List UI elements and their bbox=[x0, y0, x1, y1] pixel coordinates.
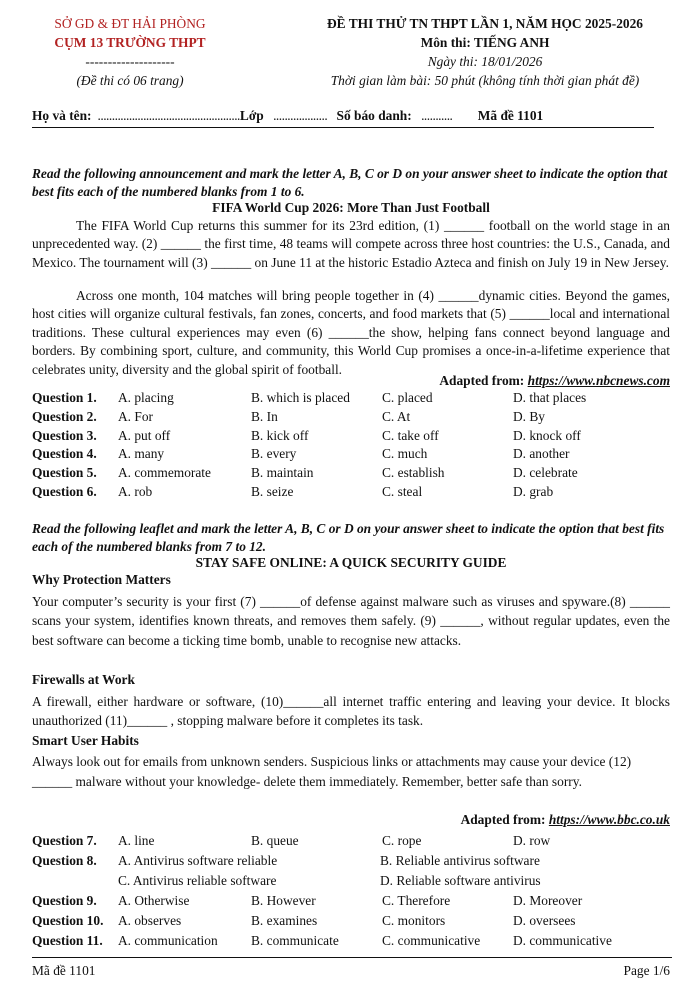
question-row-continued bbox=[32, 873, 672, 892]
option-a[interactable]: A. observes bbox=[118, 913, 182, 928]
option-a[interactable]: A. Antivirus software reliable bbox=[118, 853, 278, 868]
section1-paragraph-2: Across one month, 104 matches will bring people together in (4) ______dynamic cities. Beyond the games, host cities will organize cultural festivals, fan zones, concerts, and food markets that (5) ______local and international traditions. These cultural experiences may even (6) ______the show, helping fans connect beyond language and borders. By combining sport, culture, and community, this World Cup promises a once-in-a-lifetime experience that celebrates unity, diversity and the global spirit of football. bbox=[32, 288, 670, 377]
section2-source bbox=[461, 812, 670, 828]
footer-exam-code: Mã đề 1101 bbox=[32, 963, 96, 978]
question-label: Question 9. bbox=[32, 893, 97, 908]
cluster-name: CỤM 13 TRƯỜNG THPT bbox=[54, 35, 206, 50]
exam-duration: Thời gian làm bài: 50 phút (không tính thời gian phát đề) bbox=[330, 73, 640, 88]
section2-instruction: Read the following leaflet and mark the letter A, B, C or D on your answer sheet to indicate the option that best fits each of the numbered blanks from 7 to 12. bbox=[32, 521, 665, 554]
header-left bbox=[30, 14, 230, 90]
footer-page-number: Page 1/6 bbox=[623, 963, 670, 978]
option-a[interactable]: A. communication bbox=[118, 933, 218, 948]
option-a[interactable]: A. rob bbox=[118, 484, 153, 499]
question-label: Question 10. bbox=[32, 913, 104, 928]
exam-date: Ngày thi: 18/01/2026 bbox=[427, 54, 543, 69]
option-d[interactable]: D. that places bbox=[513, 390, 587, 405]
exam-subject: Môn thi: TIẾNG ANH bbox=[420, 35, 550, 50]
question-row bbox=[32, 446, 672, 465]
exam-code: Mã đề 1101 bbox=[477, 108, 544, 123]
question-label: Question 6. bbox=[32, 484, 97, 499]
sbd-dots[interactable]: ........... bbox=[421, 108, 453, 123]
source-link[interactable]: https://www.bbc.co.uk bbox=[548, 812, 670, 827]
section2-heading-habits: Smart User Habits bbox=[32, 733, 139, 748]
option-d[interactable]: D. another bbox=[513, 446, 570, 462]
candidate-info-line bbox=[32, 108, 657, 124]
section1-title: FIFA World Cup 2026: More Than Just Football bbox=[212, 200, 490, 215]
option-b[interactable]: B. every bbox=[251, 446, 297, 462]
option-c[interactable]: C. rope bbox=[382, 833, 422, 848]
page-count-note: (Đề thi có 06 trang) bbox=[76, 73, 184, 88]
option-c[interactable]: C. placed bbox=[382, 390, 433, 405]
option-d[interactable]: D. Moreover bbox=[513, 893, 583, 908]
exam-title: ĐỀ THI THỬ TN THPT LẦN 1, NĂM HỌC 2025-2026 bbox=[327, 16, 643, 31]
question-label: Question 8. bbox=[32, 853, 97, 868]
section1-paragraph-1: The FIFA World Cup returns this summer for its 23rd edition, (1) ______ football on the world stage in an unprecedented way. (2) ______ the first time, 48 teams will compete across three host countries: the U.S., Canada, and Mexico. The tournament will (3) ______ on June 11 at the historic Estadio Azteca and finish on July 19 in New Jersey. bbox=[32, 218, 670, 270]
section2-paragraph-2: A firewall, either hardware or software, (10)______all internet traffic entering and leaving your device. It blocks unauthorized (11)______ , stopping malware before it completes its task. bbox=[32, 694, 670, 729]
option-d[interactable]: D. grab bbox=[513, 484, 554, 499]
question-row bbox=[32, 409, 672, 428]
class-label: Lớp bbox=[239, 108, 264, 123]
option-d[interactable]: D. row bbox=[513, 833, 551, 848]
option-c[interactable]: C. much bbox=[382, 446, 428, 462]
source-link[interactable]: https://www.nbcnews.com bbox=[527, 373, 670, 388]
question-label: Question 5. bbox=[32, 465, 97, 481]
option-b[interactable]: B. Reliable antivirus software bbox=[380, 853, 540, 868]
question-row bbox=[32, 893, 672, 912]
question-row bbox=[32, 913, 672, 932]
question-row bbox=[32, 428, 672, 447]
section2-paragraph-1: Your computer’s security is your first (7) ______of defense against malware such as viruses and spyware.(8) ______ scans your system, identifies known threats, and removes them safely. (9) ______, without regular updates, even the best software can become a ticking time bomb, unable to recognise new attacks. bbox=[32, 594, 670, 648]
option-d[interactable]: D. celebrate bbox=[513, 465, 578, 481]
option-d[interactable]: D. knock off bbox=[513, 427, 581, 443]
department-name: SỞ GD & ĐT HẢI PHÒNG bbox=[54, 16, 206, 31]
option-a[interactable]: A. For bbox=[118, 408, 153, 424]
option-c[interactable]: C. Antivirus reliable software bbox=[118, 873, 277, 888]
question-row bbox=[32, 853, 672, 872]
option-d[interactable]: D. communicative bbox=[513, 933, 612, 948]
section2-title: STAY SAFE ONLINE: A QUICK SECURITY GUIDE bbox=[195, 555, 507, 570]
question-label: Question 7. bbox=[32, 833, 97, 848]
option-c[interactable]: C. steal bbox=[382, 484, 423, 499]
question-label: Question 11. bbox=[32, 933, 103, 948]
section2-paragraph-3: Always look out for emails from unknown senders. Suspicious links or attachments may cause your device (12) ______ malware without your knowledge- delete them immediately. Remember, better safe than sorry. bbox=[32, 754, 632, 789]
question-label: Question 1. bbox=[32, 390, 97, 405]
source-label: Adapted from: bbox=[460, 812, 549, 827]
option-b[interactable]: B. However bbox=[251, 893, 316, 908]
option-a[interactable]: A. placing bbox=[118, 390, 174, 405]
sbd-label: Số báo danh: bbox=[336, 108, 412, 123]
option-b[interactable]: B. maintain bbox=[251, 465, 314, 481]
question-row bbox=[32, 465, 672, 484]
option-a[interactable]: A. Otherwise bbox=[118, 893, 190, 908]
question-label: Question 2. bbox=[32, 408, 97, 424]
header-right bbox=[290, 14, 680, 90]
option-a[interactable]: A. commemorate bbox=[118, 465, 211, 481]
question-row bbox=[32, 390, 672, 409]
section2-heading-protection: Why Protection Matters bbox=[32, 572, 171, 587]
header-rule bbox=[32, 127, 654, 128]
option-b[interactable]: B. In bbox=[251, 408, 278, 424]
question-row bbox=[32, 833, 672, 852]
option-b[interactable]: B. communicate bbox=[251, 933, 339, 948]
class-dots[interactable]: ................... bbox=[273, 108, 328, 123]
question-label: Question 4. bbox=[32, 446, 97, 462]
option-c[interactable]: C. take off bbox=[382, 427, 439, 443]
option-a[interactable]: A. line bbox=[118, 833, 155, 848]
option-b[interactable]: B. which is placed bbox=[251, 390, 350, 405]
option-a[interactable]: A. many bbox=[118, 446, 165, 462]
question-label: Question 3. bbox=[32, 427, 97, 443]
option-b[interactable]: B. seize bbox=[251, 484, 294, 499]
option-c[interactable]: C. At bbox=[382, 408, 411, 424]
option-c[interactable]: C. establish bbox=[382, 465, 445, 481]
section1-source bbox=[439, 373, 670, 389]
question-row bbox=[32, 933, 672, 952]
option-c[interactable]: C. monitors bbox=[382, 913, 446, 928]
option-a[interactable]: A. put off bbox=[118, 427, 171, 443]
header-divider: -------------------- bbox=[85, 54, 175, 69]
option-b[interactable]: B. examines bbox=[251, 913, 318, 928]
option-b[interactable]: B. kick off bbox=[251, 427, 309, 443]
section2-heading-firewalls: Firewalls at Work bbox=[32, 672, 135, 687]
option-c[interactable]: C. Therefore bbox=[382, 893, 451, 908]
name-label: Họ và tên: bbox=[32, 108, 92, 123]
question-row bbox=[32, 484, 672, 503]
footer-rule bbox=[32, 957, 672, 958]
name-dots[interactable]: .................................................. bbox=[97, 108, 240, 123]
option-c[interactable]: C. communicative bbox=[382, 933, 481, 948]
section1-instruction: Read the following announcement and mark the letter A, B, C or D on your answer sheet to indicate the option that best fits each of the numbered blanks from 1 to 6. bbox=[32, 166, 668, 199]
source-label: Adapted from: bbox=[439, 373, 528, 388]
option-d[interactable]: D. By bbox=[513, 408, 545, 424]
option-b[interactable]: B. queue bbox=[251, 833, 299, 848]
option-d[interactable]: D. oversees bbox=[513, 913, 576, 928]
option-d[interactable]: D. Reliable software antivirus bbox=[380, 873, 541, 888]
